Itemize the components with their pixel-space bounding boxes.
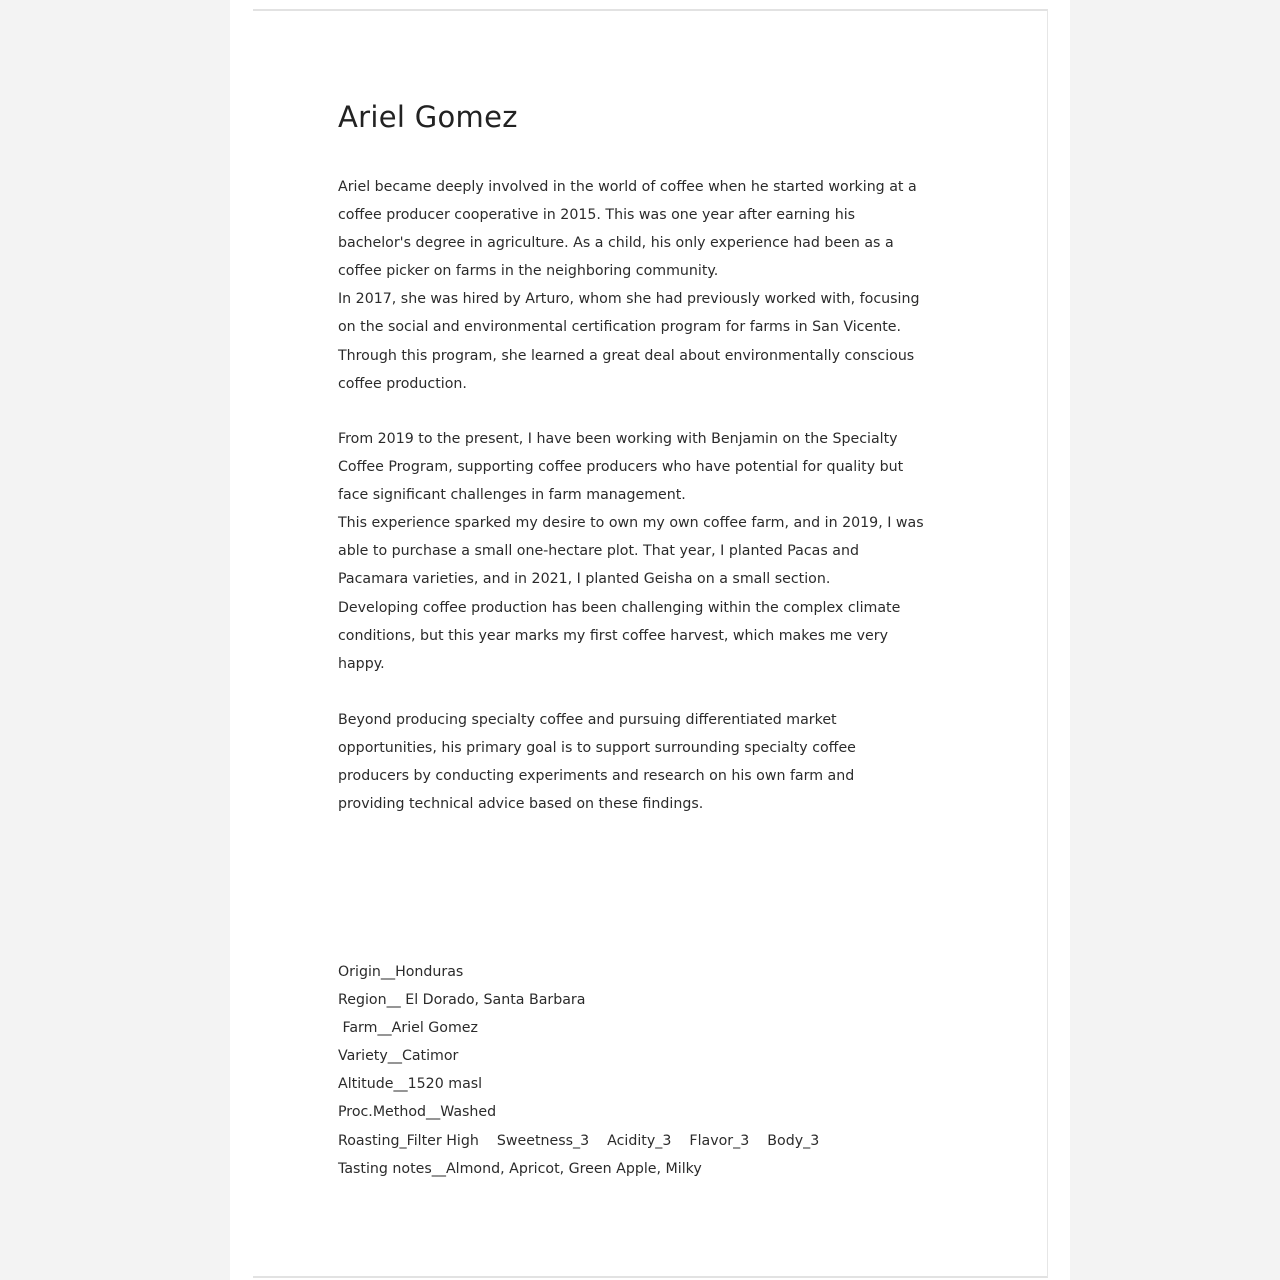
paragraph-line: Through this program, she learned a great deal about environmentally conscious <box>338 347 915 364</box>
page-title: Ariel Gomez <box>338 100 518 134</box>
paragraph-line: Developing coffee production has been challenging within the complex climate <box>338 599 901 616</box>
paragraph-line: This experience sparked my desire to own my own coffee farm, and in 2019, I was <box>338 515 924 532</box>
spec-line: Origin__Honduras <box>338 964 464 980</box>
paragraph-3 <box>338 706 856 818</box>
paragraph-line: providing technical advice based on these findings. <box>338 796 704 813</box>
paragraph-line: Beyond producing specialty coffee and pursuing differentiated market <box>338 712 837 728</box>
paragraph-line: face significant challenges in farm management. <box>338 487 686 504</box>
spec-line: Variety__Catimor <box>338 1048 459 1065</box>
paragraph-line: coffee picker on farms in the neighboring community. <box>338 263 719 280</box>
paragraph-line: on the social and environmental certification program for farms in San Vicente. <box>338 319 902 336</box>
paragraph-1 <box>338 173 919 398</box>
paragraph-2 <box>338 425 924 678</box>
paragraph-line: In 2017, she was hired by Arturo, whom she had previously worked with, focusing <box>338 291 920 308</box>
spec-line: Farm__Ariel Gomez <box>338 1020 478 1037</box>
paragraph-line: able to purchase a small one-hectare plot. That year, I planted Pacas and <box>338 543 859 560</box>
coffee-specs <box>338 958 819 1183</box>
paragraph-line: Pacamara varieties, and in 2021, I planted Geisha on a small section. <box>338 571 831 588</box>
spec-line: Proc.Method__Washed <box>338 1104 497 1121</box>
paragraph-line: conditions, but this year marks my first coffee harvest, which makes me very <box>338 627 889 644</box>
paragraph-line: Coffee Program, supporting coffee producers who have potential for quality but <box>338 459 904 476</box>
spec-line: Tasting notes__Almond, Apricot, Green Apple, Milky <box>338 1160 702 1177</box>
paragraph-line: Ariel became deeply involved in the world of coffee when he started working at a <box>338 179 917 195</box>
spec-line: Altitude__1520 masl <box>338 1076 483 1093</box>
paragraph-line: coffee production. <box>338 375 467 392</box>
paragraph-line: From 2019 to the present, I have been working with Benjamin on the Specialty <box>338 431 898 447</box>
paragraph-line: producers by conducting experiments and research on his own farm and <box>338 768 855 785</box>
paragraph-line: coffee producer cooperative in 2015. This was one year after earning his <box>338 207 856 224</box>
paragraph-line: bachelor's degree in agriculture. As a child, his only experience had been as a <box>338 235 894 252</box>
paragraph-line: happy. <box>338 655 385 672</box>
spec-line: Region__ El Dorado, Santa Barbara <box>338 992 586 1009</box>
paragraph-line: opportunities, his primary goal is to support surrounding specialty coffee <box>338 740 856 757</box>
spec-line: Roasting_Filter High Sweetness_3 Acidity_3 Flavor_3 Body_3 <box>338 1132 820 1149</box>
